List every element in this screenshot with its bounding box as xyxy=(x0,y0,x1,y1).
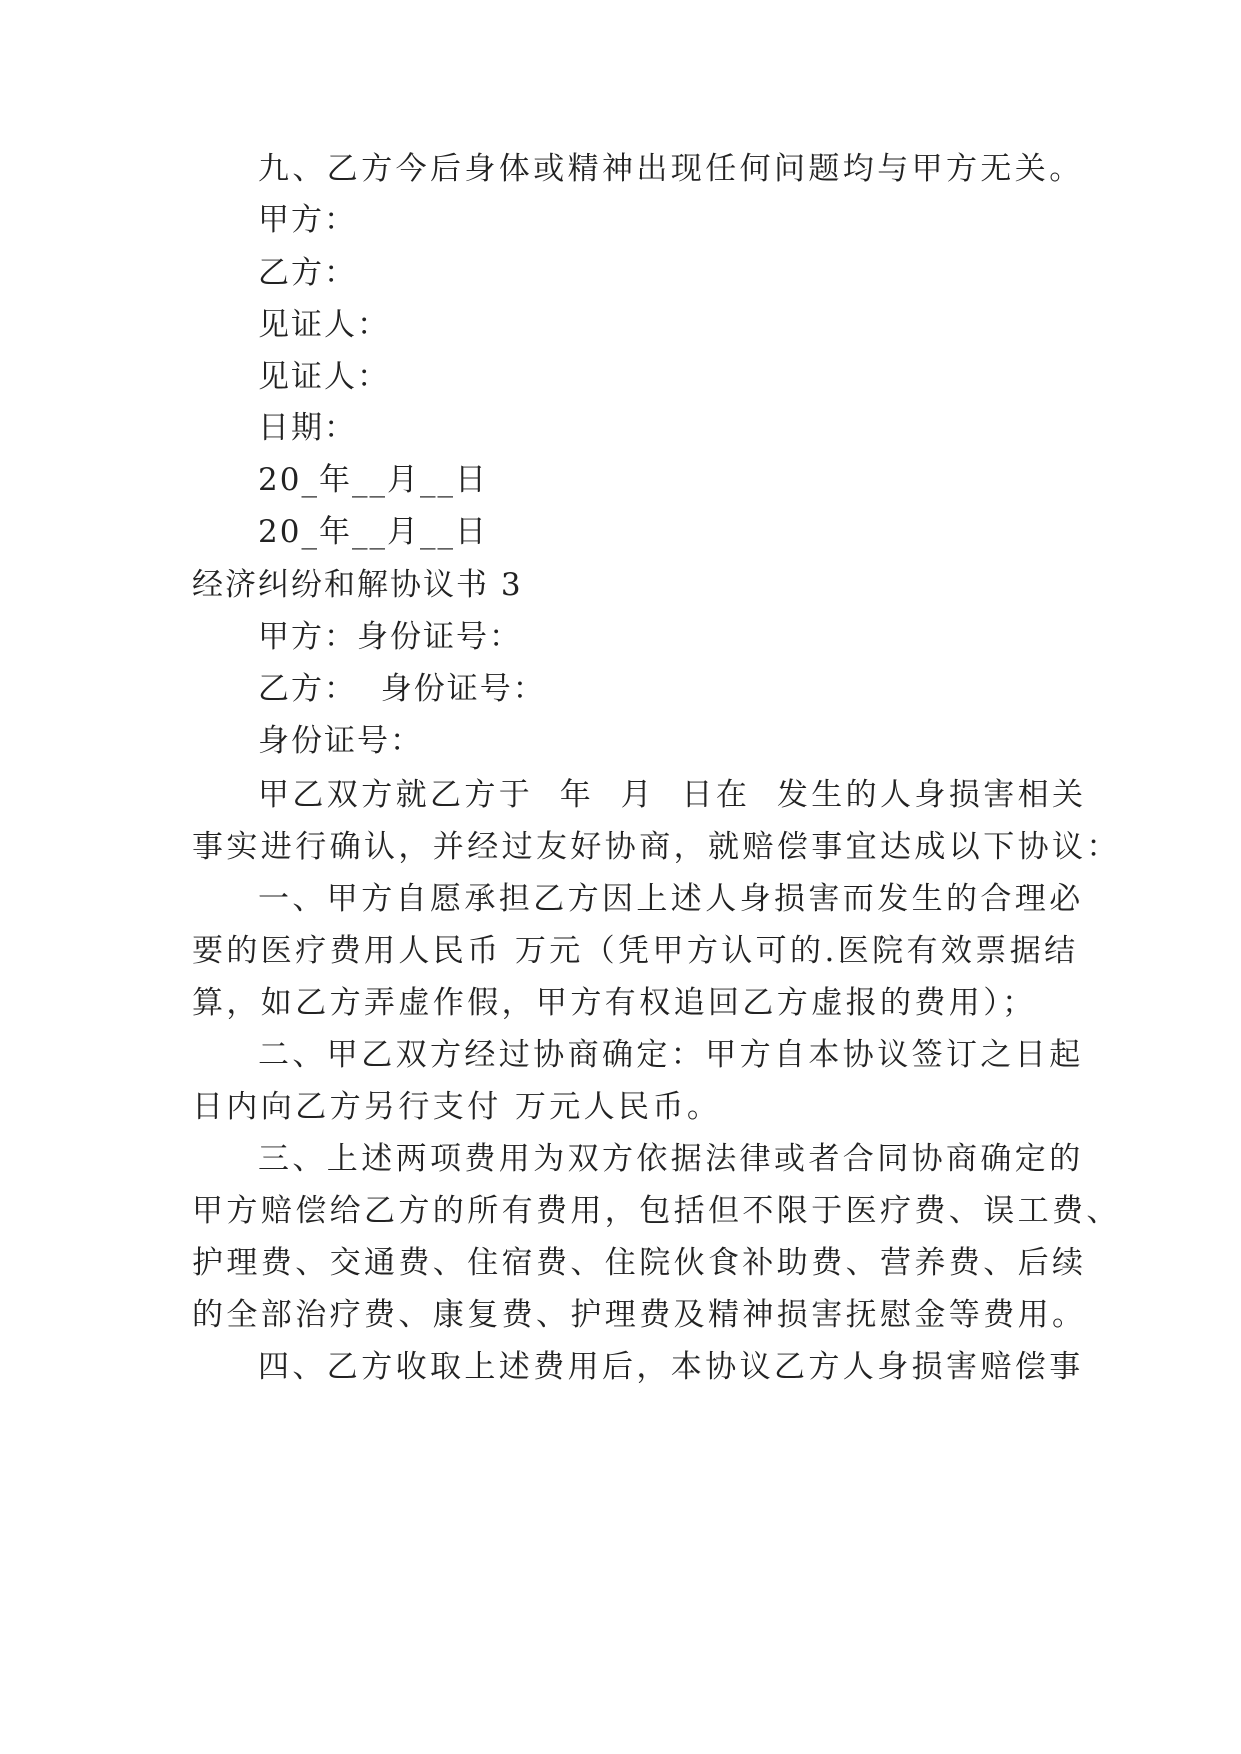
clause-nine: 九、乙方今后身体或精神出现任何问题均与甲方无关。 xyxy=(258,151,1084,187)
clause-three-line-1: 三、上述两项费用为双方依据法律或者合同协商确定的 xyxy=(258,1141,1084,1177)
intro-paragraph-line-2: 事实进行确认，并经过友好协商，就赔偿事宜达成以下协议： xyxy=(192,829,1121,865)
party-a-id-line: 甲方：身份证号： xyxy=(258,619,522,655)
clause-two-line-1: 二、甲乙双方经过协商确定：甲方自本协议签订之日起 xyxy=(258,1037,1084,1073)
document-title: 经济纠纷和解协议书 3 xyxy=(192,567,523,603)
id-number-line: 身份证号： xyxy=(258,723,423,759)
party-a-signature-label: 甲方： xyxy=(258,202,357,238)
date-blank-2: 20_年__月__日 xyxy=(258,514,488,550)
witness-label-1: 见证人： xyxy=(258,307,390,343)
clause-three-line-3: 护理费、交通费、住宿费、住院伙食补助费、营养费、后续 xyxy=(192,1245,1087,1281)
date-blank-1: 20_年__月__日 xyxy=(258,462,488,498)
date-label: 日期： xyxy=(258,410,357,446)
intro-paragraph-line-1: 甲乙双方就乙方于 年 月 日在 发生的人身损害相关 xyxy=(258,777,1087,813)
clause-two-line-2: 日内向乙方另行支付 万元人民币。 xyxy=(192,1089,722,1125)
witness-label-2: 见证人： xyxy=(258,359,390,395)
clause-one-line-1: 一、甲方自愿承担乙方因上述人身损害而发生的合理必 xyxy=(258,881,1084,917)
party-b-signature-label: 乙方： xyxy=(258,255,357,291)
party-b-id-line: 乙方： 身份证号： xyxy=(258,671,546,707)
clause-three-line-2: 甲方赔偿给乙方的所有费用，包括但不限于医疗费、误工费、 xyxy=(192,1193,1121,1229)
clause-one-line-2: 要的医疗费用人民币 万元（凭甲方认可的.医院有效票据结 xyxy=(192,933,1079,969)
clause-three-line-4: 的全部治疗费、康复费、护理费及精神损害抚慰金等费用。 xyxy=(192,1297,1087,1333)
clause-one-line-3: 算，如乙方弄虚作假，甲方有权追回乙方虚报的费用）； xyxy=(192,985,1037,1021)
clause-four-line-1: 四、乙方收取上述费用后，本协议乙方人身损害赔偿事 xyxy=(258,1349,1084,1385)
